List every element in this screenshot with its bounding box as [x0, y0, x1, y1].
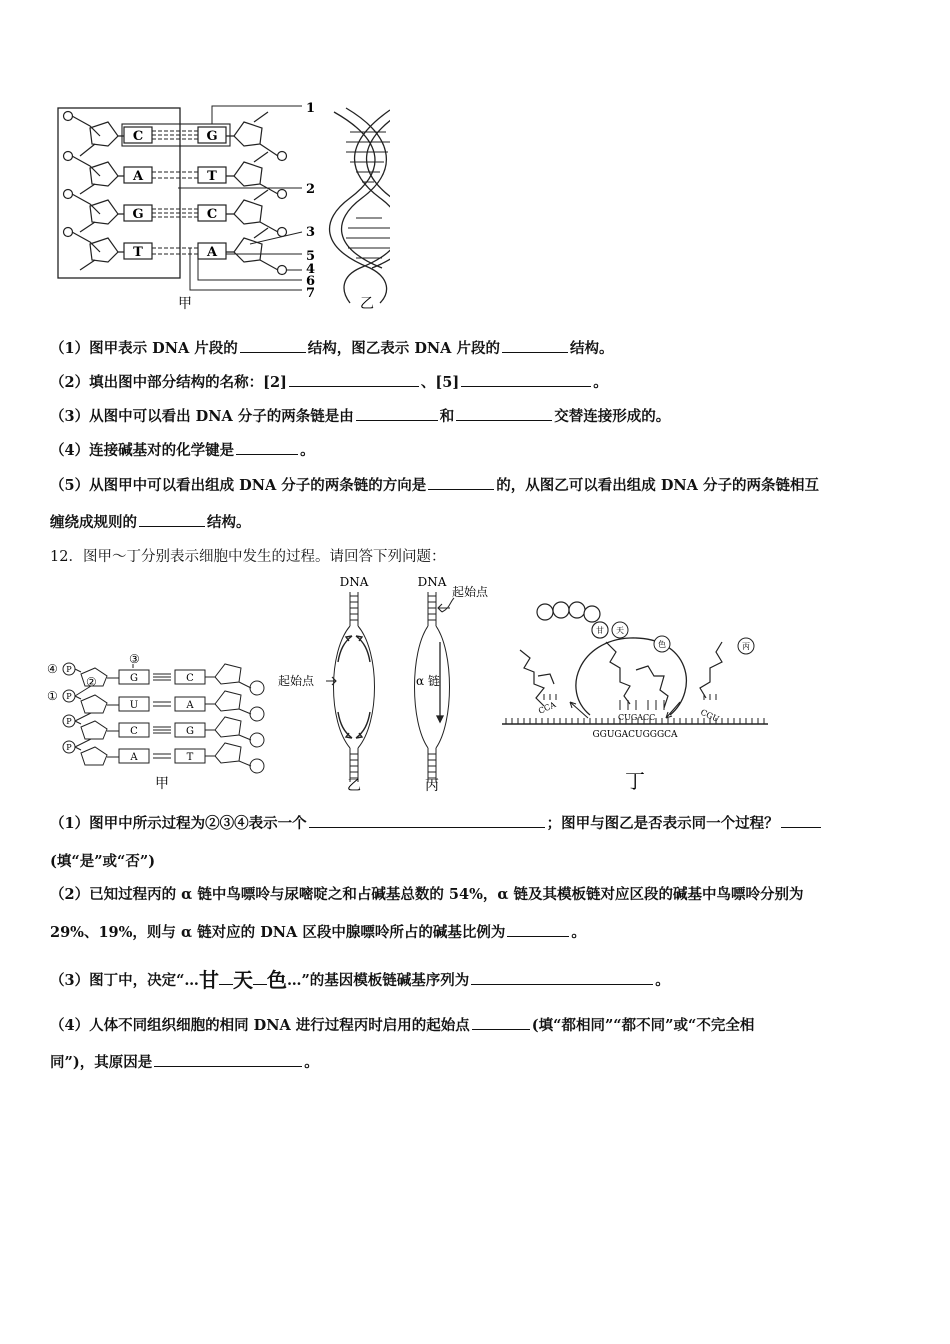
fig-yi-origin: 起始点: [278, 674, 315, 688]
mrna-sequence: GGUGACUGGGCA: [592, 730, 678, 740]
fig1-caption-yi: 乙: [360, 296, 374, 312]
fig-jia-caption: 甲: [155, 776, 169, 792]
aa-glyph-se: 色: [266, 968, 287, 992]
q11-blank-6[interactable]: [456, 406, 552, 421]
yi-base-4: A: [206, 245, 218, 260]
q12-line-4: 29%、19%，则与 α 链对应的 DNA 区段中腺嘌呤所占的碱基比例为 。: [50, 924, 586, 941]
q12-blank-2[interactable]: [781, 813, 821, 828]
q11-blank-3[interactable]: [289, 372, 419, 387]
phosphate-2: P: [66, 692, 72, 701]
jia-left-base-1: G: [130, 673, 138, 684]
aa-se: 色: [658, 640, 666, 649]
fig-bing-origin: 起始点: [452, 585, 489, 599]
q12-blank-6[interactable]: [154, 1052, 302, 1067]
q12-line-7: 同”)，其原因是 。: [50, 1054, 319, 1071]
jia-left-base-3: C: [130, 726, 138, 737]
fig-yi-dna-label: DNA: [339, 575, 369, 589]
q11-blank-7[interactable]: [236, 440, 298, 455]
q12-title: 12．图甲～丁分别表示细胞中发生的过程。请回答下列问题：: [50, 549, 446, 565]
fig-jia-transcription: [45, 650, 275, 795]
q11-blank-4[interactable]: [461, 372, 591, 387]
anticodon-cca: CCA: [537, 700, 558, 716]
callout-7: 7: [306, 286, 316, 301]
anticodon-cgu: CGU: [699, 707, 721, 724]
q12-line-6: （4）人体不同组织细胞的相同 DNA 进行过程丙时启用的起始点 (填“都相同”“都不同”或“不完全相: [50, 1017, 755, 1034]
fig-ding-translation: [500, 590, 770, 800]
q11-line-1: （1）图甲表示 DNA 片段的 结构，图乙表示 DNA 片段的 结构。: [50, 340, 614, 357]
fig-bing-caption: 丙: [425, 778, 439, 794]
callout-5: 5: [306, 249, 316, 264]
jia-base-2: A: [132, 169, 144, 184]
jia-right-base-4: T: [186, 752, 194, 763]
jia-right-base-1: C: [186, 673, 194, 684]
label-4: ④: [47, 662, 58, 676]
jia-left-base-2: U: [129, 700, 139, 711]
jia-right-base-3: G: [186, 726, 194, 737]
label-1: ①: [47, 689, 58, 703]
q11-line-4: （4）连接碱基对的化学键是 。: [50, 442, 315, 459]
callout-2: 2: [306, 182, 316, 197]
callout-6: 6: [306, 274, 316, 289]
anticodon-cugacc: CUGACC: [618, 713, 656, 722]
fig-yi-caption: 乙: [347, 778, 361, 794]
callout-3: 3: [306, 225, 316, 240]
aa-gan: 甘: [596, 626, 604, 635]
fig1-caption-jia: 甲: [178, 296, 192, 312]
phosphate-1: P: [66, 665, 72, 674]
fig-bing-transcription: [410, 572, 510, 794]
jia-base-3: G: [132, 207, 144, 222]
label-3: ③: [129, 652, 140, 666]
fig-bing-dna-label: DNA: [417, 575, 447, 589]
aa-glyph-tian: 天: [232, 968, 253, 992]
q12-line-3: （2）已知过程丙的 α 链中鸟嘌呤与尿嘧啶之和占碱基总数的 54%，α 链及其模板链对应区段的碱基中鸟嘌呤分别为: [50, 886, 804, 903]
jia-right-base-2: A: [186, 700, 194, 711]
q12-blank-4[interactable]: [471, 970, 653, 985]
q11-blank-5[interactable]: [356, 406, 438, 421]
callout-4: 4: [306, 262, 316, 277]
phosphate-3: P: [66, 717, 72, 726]
fig-yi-replication: [278, 572, 398, 794]
jia-base-1: C: [132, 129, 144, 144]
phosphate-4: P: [66, 743, 72, 752]
yi-base-2: T: [207, 169, 217, 184]
fig-ding-caption: 丁: [625, 769, 645, 793]
aa-bing: 丙: [742, 642, 750, 651]
q12-line-1: （1）图甲中所示过程为②③④表示一个 ；图甲与图乙是否表示同一个过程？: [50, 812, 823, 833]
q11-line-6: 缠绕成规则的 结构。: [50, 514, 251, 531]
q11-blank-8[interactable]: [428, 475, 494, 490]
jia-base-4: T: [133, 245, 143, 260]
yi-base-1: G: [206, 129, 218, 144]
yi-base-3: C: [206, 207, 218, 222]
dna-structure-figure: [50, 98, 390, 313]
q12-blank-1[interactable]: [309, 813, 545, 828]
label-2: ②: [86, 675, 97, 689]
q11-blank-9[interactable]: [139, 512, 205, 527]
aa-glyph-gan: 甘: [198, 968, 219, 992]
q11-blank-1[interactable]: [240, 338, 306, 353]
callout-1: 1: [306, 101, 316, 116]
q11-line-2: （2）填出图中部分结构的名称：[2] 、[5] 。: [50, 374, 608, 391]
aa-tian: 天: [616, 626, 624, 635]
jia-left-base-4: A: [130, 752, 138, 763]
q12-blank-5[interactable]: [472, 1015, 530, 1030]
q12-line-5: （3）图丁中，决定“…甘 天 色…”的基因模板链碱基序列为 。: [50, 964, 670, 993]
fig-bing-chain: α 链: [416, 674, 440, 688]
q11-line-5: （5）从图甲中可以看出组成 DNA 分子的两条链的方向是 的，从图乙可以看出组成 DNA 分子的两条链相互: [50, 477, 819, 494]
q12-line-2: (填“是”或“否”): [50, 853, 156, 870]
q11-blank-2[interactable]: [502, 338, 568, 353]
q12-blank-3[interactable]: [507, 922, 569, 937]
q11-line-3: （3）从图中可以看出 DNA 分子的两条链是由 和 交替连接形成的。: [50, 408, 671, 425]
